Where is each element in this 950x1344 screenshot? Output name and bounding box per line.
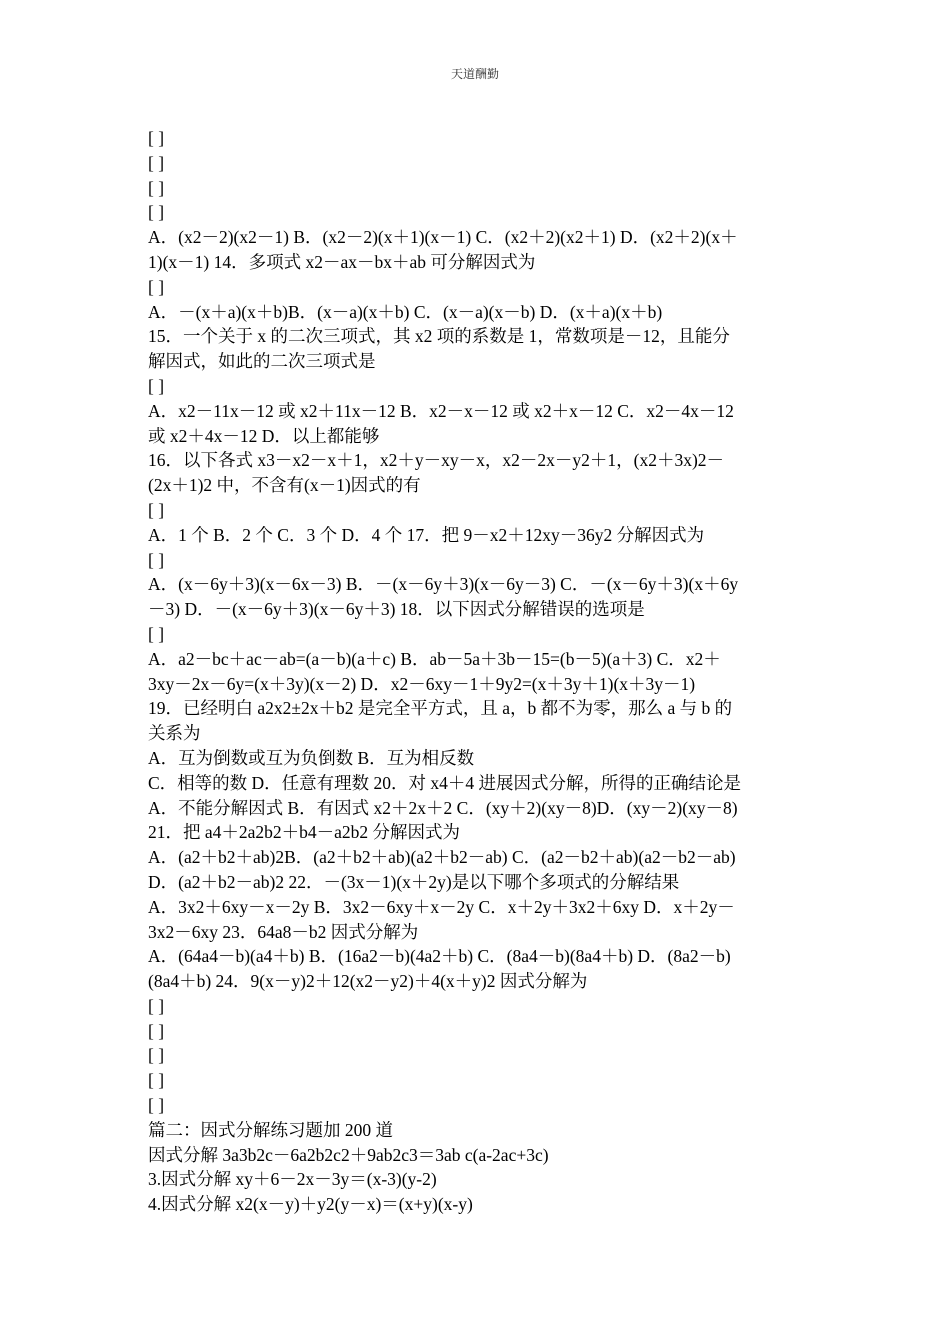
text-line: 19．已经明白 a2x2±2x＋b2 是完全平方式，且 a，b 都不为零，那么 a 与 b 的 — [148, 698, 733, 719]
text-line: [ ] — [148, 623, 165, 644]
text-line: [ ] — [148, 995, 165, 1016]
text-line: 3.因式分解 xy＋6－2x－3y＝(x-3)(y-2) — [148, 1169, 437, 1190]
text-line: A．－(x＋a)(x＋b)B．(x－a)(x＋b) C．(x－a)(x－b) D．(x＋a)(x＋b) — [148, 301, 663, 322]
text-line: A．不能分解因式 B．有因式 x2＋2x＋2 C．(xy＋2)(xy－8)D．(xy－2)(xy－8) — [148, 797, 738, 818]
page-header: 天道酬勤 — [450, 67, 499, 81]
text-line: A．(a2＋b2＋ab)2B．(a2＋b2＋ab)(a2＋b2－ab) C．(a2－b2＋ab)(a2－b2－ab) — [148, 847, 736, 868]
text-line: [ ] — [148, 202, 165, 223]
document-body — [148, 126, 808, 1217]
text-line: 15．一个关于 x 的二次三项式，其 x2 项的系数是 1，常数项是－12，且能分 — [148, 326, 730, 347]
text-line: D．(a2＋b2－ab)2 22．－(3x－1)(x＋2y)是以下哪个多项式的分解结果 — [148, 871, 680, 892]
text-line: 21．把 a4＋2a2b2＋b4－a2b2 分解因式为 — [148, 822, 461, 843]
text-line: A．x2－11x－12 或 x2＋11x－12 B．x2－x－12 或 x2＋x－12 C．x2－4x－12 — [148, 400, 734, 421]
text-line: 16．以下各式 x3－x2－x＋1，x2＋y－xy－x，x2－2x－y2＋1，(x2＋3x)2－ — [148, 450, 725, 471]
text-line: 或 x2＋4x－12 D．以上都能够 — [148, 425, 380, 446]
text-line: A．1 个 B．2 个 C．3 个 D．4 个 17．把 9－x2＋12xy－36y2 分解因式为 — [148, 524, 705, 545]
text-line: [ ] — [148, 375, 165, 396]
text-line: 3xy－2x－6y=(x＋3y)(x－2) D．x2－6xy－1＋9y2=(x＋3y＋1)(x＋3y－1) — [148, 673, 696, 694]
text-line: A．3x2＋6xy－x－2y B．3x2－6xy＋x－2y C．x＋2y＋3x2＋6xy D．x＋2y－ — [148, 896, 735, 917]
text-line: 关系为 — [148, 723, 201, 744]
text-line: 解因式，如此的二次三项式是 — [148, 351, 376, 372]
text-line: A．(x－6y＋3)(x－6x－3) B．－(x－6y＋3)(x－6y－3) C．－(x－6y＋3)(x＋6y — [148, 574, 739, 595]
section-heading: 篇二：因式分解练习题加 200 道 — [148, 1119, 393, 1140]
text-line: [ ] — [148, 128, 165, 148]
text-line: [ ] — [148, 1070, 165, 1091]
text-line: 因式分解 3a3b2c－6a2b2c2＋9ab2c3＝3ab c(a-2ac+3c) — [148, 1144, 549, 1165]
text-line: A．(64a4－b)(a4＋b) B．(16a2－b)(4a2＋b) C．(8a4－b)(8a4＋b) D．(8a2－b) — [148, 946, 731, 967]
text-line: A．a2－bc＋ac－ab=(a－b)(a＋c) B．ab－5a＋3b－15=(b－5)(a＋3) C．x2＋ — [148, 648, 721, 669]
text-line: [ ] — [148, 177, 165, 198]
text-line: (2x＋1)2 中，不含有(x－1)因式的有 — [148, 475, 421, 496]
text-line: [ ] — [148, 1045, 165, 1066]
text-line: [ ] — [148, 276, 165, 297]
text-line: 3x2－6xy 23．64a8－b2 因式分解为 — [148, 921, 419, 942]
text-line: [ ] — [148, 152, 165, 173]
text-line: [ ] — [148, 549, 165, 570]
text-line: [ ] — [148, 499, 165, 520]
text-line: A．(x2－2)(x2－1) B．(x2－2)(x＋1)(x－1) C．(x2＋2)(x2＋1) D．(x2＋2)(x＋ — [148, 227, 738, 248]
text-line: (8a4＋b) 24．9(x－y)2＋12(x2－y2)＋4(x＋y)2 因式分解为 — [148, 971, 588, 992]
text-line: [ ] — [148, 1020, 165, 1041]
text-line: 1)(x－1) 14．多项式 x2－ax－bx＋ab 可分解因式为 — [148, 251, 536, 272]
text-line: [ ] — [148, 1095, 165, 1116]
text-line: 4.因式分解 x2(x－y)＋y2(y－x)＝(x+y)(x-y) — [148, 1194, 473, 1215]
text-line: A．互为倒数或互为负倒数 B．互为相反数 — [148, 747, 475, 768]
text-line: C．相等的数 D．任意有理数 20．对 x4＋4 进展因式分解，所得的正确结论是 — [148, 772, 742, 793]
text-line: －3) D．－(x－6y＋3)(x－6y＋3) 18．以下因式分解错误的选项是 — [148, 599, 645, 620]
